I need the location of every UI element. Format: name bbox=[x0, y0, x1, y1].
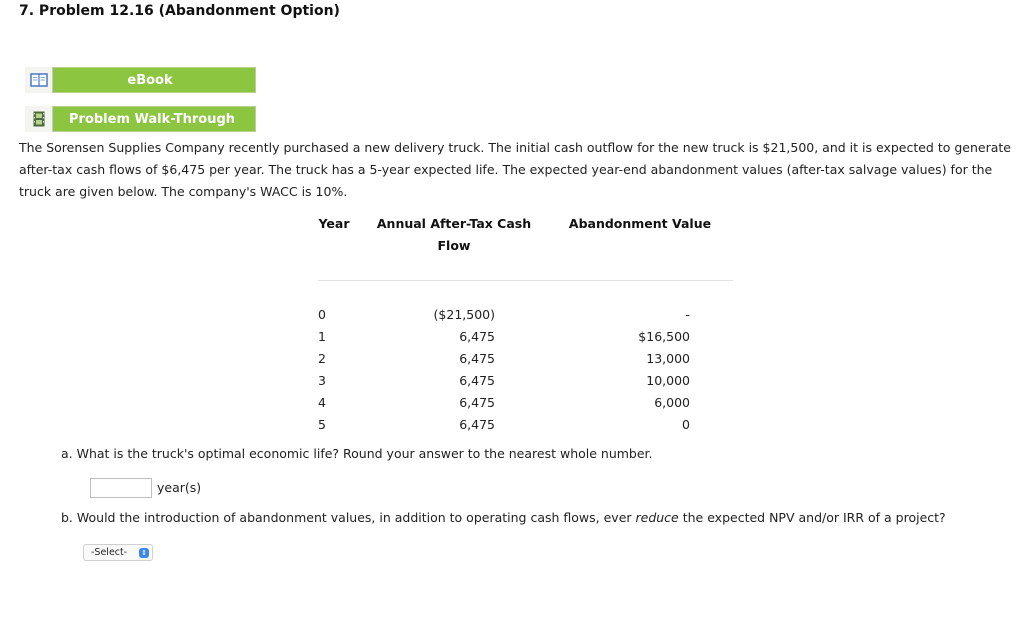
select-value: -Select- bbox=[91, 547, 128, 558]
year-cell: 2 bbox=[318, 351, 326, 366]
cash-flow-cell: 6,475 bbox=[459, 373, 495, 388]
answer-b-select[interactable] bbox=[83, 544, 153, 561]
abandonment-value-cell: 0 bbox=[682, 417, 690, 432]
problem-statement-line: truck are given below. The company's WACC is 10%. bbox=[19, 184, 348, 199]
ebook-label: eBook bbox=[127, 72, 173, 88]
year-cell: 1 bbox=[318, 329, 326, 344]
walkthrough-label: Problem Walk-Through bbox=[69, 111, 236, 127]
year-cell: 4 bbox=[318, 395, 326, 410]
ebook-button[interactable] bbox=[25, 67, 256, 93]
problem-statement bbox=[19, 137, 1019, 203]
problem-walkthrough-button[interactable] bbox=[25, 106, 256, 132]
years-unit-label: year(s) bbox=[157, 480, 202, 495]
year-cell: 0 bbox=[318, 307, 326, 322]
cash-flow-header-line2: Flow bbox=[437, 238, 471, 253]
question-b-text-end: the expected NPV and/or IRR of a project? bbox=[678, 510, 946, 525]
table-header-divider bbox=[318, 280, 733, 281]
book-icon bbox=[25, 67, 53, 93]
abandonment-value-cell: 6,000 bbox=[654, 395, 690, 410]
year-cell: 3 bbox=[318, 373, 326, 388]
optimal-life-input[interactable] bbox=[90, 478, 152, 498]
question-b bbox=[61, 510, 946, 525]
question-b-text: b. Would the introduction of abandonment values, in addition to operating cash flows, ever bbox=[61, 510, 636, 525]
question-a: a. What is the truck's optimal economic life? Round your answer to the nearest whole number. bbox=[61, 446, 653, 461]
abandonment-value-cell: 10,000 bbox=[646, 373, 690, 388]
year-cell: 5 bbox=[318, 417, 326, 432]
cash-flow-header-line1: Annual After-Tax Cash bbox=[376, 216, 532, 231]
abandonment-value-header: Abandonment Value bbox=[568, 216, 712, 231]
question-b-emphasis: reduce bbox=[635, 510, 679, 525]
problem-title: 7. Problem 12.16 (Abandonment Option) bbox=[19, 3, 340, 19]
problem-statement-line: The Sorensen Supplies Company recently purchased a new delivery truck. The initial cash outflow for the new truck is $21,500, and it is expected to generate bbox=[19, 140, 1011, 155]
chevron-updown-icon: ⇕ bbox=[139, 548, 149, 558]
cash-flow-cell: 6,475 bbox=[459, 329, 495, 344]
abandonment-value-cell: 13,000 bbox=[646, 351, 690, 366]
film-icon bbox=[25, 106, 53, 132]
cash-flow-cell: 6,475 bbox=[459, 417, 495, 432]
cash-flow-cell: ($21,500) bbox=[433, 307, 495, 322]
year-header: Year bbox=[318, 216, 350, 231]
problem-statement-line: after-tax cash flows of $6,475 per year. The truck has a 5-year expected life. The expected year-end abandonment values (after-tax salvage values) for the bbox=[19, 162, 993, 177]
abandonment-value-cell: - bbox=[685, 307, 690, 322]
cash-flow-cell: 6,475 bbox=[459, 351, 495, 366]
abandonment-value-cell: $16,500 bbox=[638, 329, 690, 344]
cash-flow-cell: 6,475 bbox=[459, 395, 495, 410]
